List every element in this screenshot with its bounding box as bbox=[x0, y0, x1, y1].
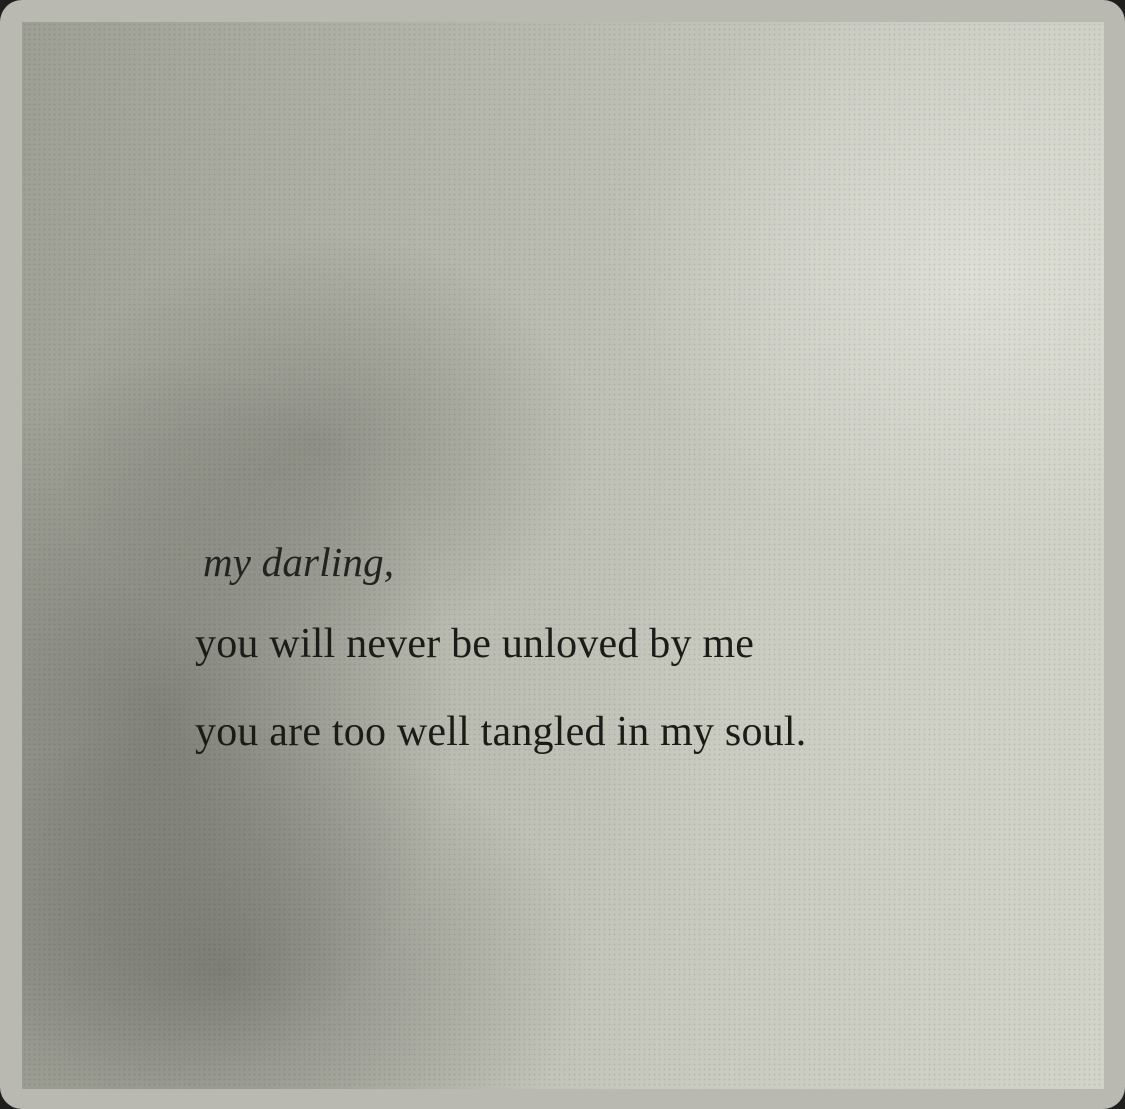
poem-text bbox=[195, 539, 807, 799]
paper-page bbox=[22, 22, 1104, 1089]
poem-line-2: you are too well tangled in my soul. bbox=[195, 709, 807, 755]
poem-line-1: you will never be unloved by me bbox=[195, 621, 755, 667]
poem-greeting: my darling, bbox=[203, 539, 395, 585]
